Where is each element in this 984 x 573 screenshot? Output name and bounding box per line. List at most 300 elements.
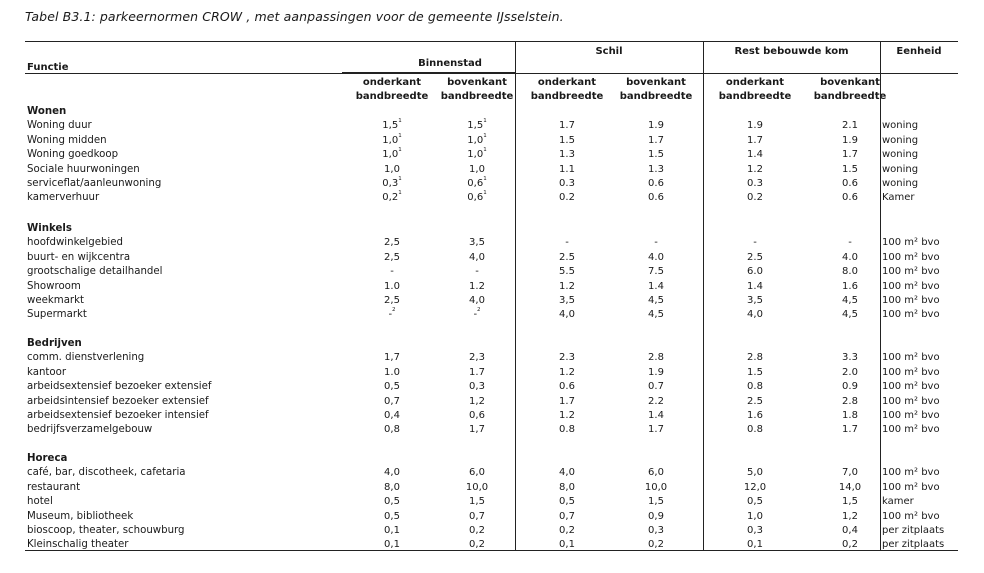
value-cell: [362, 265, 422, 278]
value-cell: [447, 395, 507, 408]
value-text: 12,0: [743, 481, 767, 493]
value-text: 0.9: [842, 381, 858, 393]
value-cell: [447, 163, 507, 176]
value-text: 0.2: [559, 192, 575, 204]
value-text: 1,0: [382, 134, 399, 146]
value-text: 0,1: [384, 539, 400, 551]
value-cell: [820, 495, 880, 508]
value-text: 1,5: [382, 120, 399, 132]
value-cell: [725, 119, 785, 132]
row-label: serviceflat/aanleunwoning: [27, 178, 162, 189]
value-text: 1,7: [469, 424, 485, 436]
subheader-line-2: bandbreedte: [718, 91, 792, 102]
value-text: 0,7: [469, 510, 485, 522]
unit-cell: woning: [882, 178, 919, 189]
value-text: 0,9: [648, 510, 664, 522]
value-cell: [537, 538, 597, 551]
row-label: arbeidsextensief bezoeker intensief: [27, 410, 209, 421]
value-cell: [820, 366, 880, 379]
value-cell: [537, 524, 597, 537]
value-text: 1.7: [469, 366, 485, 378]
unit-cell: kamer: [882, 496, 914, 508]
value-text: 2.0: [842, 366, 858, 378]
value-cell: [820, 538, 880, 551]
value-cell: [626, 524, 686, 537]
value-text: 3,5: [747, 295, 763, 306]
value-cell: [362, 251, 422, 264]
value-cell: [725, 466, 785, 479]
value-text: 1.0: [384, 280, 400, 292]
value-text: 0.6: [648, 178, 664, 189]
value-text: -: [388, 309, 393, 321]
value-text: 4,0: [469, 295, 485, 306]
value-cell: [362, 481, 422, 494]
value-text: 0,2: [559, 525, 575, 536]
value-text: 1.2: [559, 280, 575, 292]
value-text: 1.9: [747, 120, 763, 132]
value-cell: [626, 134, 686, 147]
row-label: kamerverhuur: [27, 192, 100, 204]
value-text: 1,0: [384, 163, 400, 175]
table-caption: Tabel B3.1: parkeernormen CROW , met aanpassingen voor de gemeente IJsselstein.: [25, 9, 564, 24]
value-cell: [447, 380, 507, 393]
value-text: 2,3: [469, 352, 485, 364]
subheader-onderkant: [522, 76, 612, 104]
value-text: 0,2: [842, 539, 858, 551]
value-cell: [820, 251, 880, 264]
subheader-line-1: bovenkant: [820, 77, 880, 88]
value-text: 0,4: [842, 525, 858, 536]
value-text: 1.9: [648, 120, 664, 132]
value-text: 2.2: [648, 395, 664, 407]
value-text: 0,8: [384, 424, 400, 436]
value-cell: [537, 294, 597, 307]
value-cell: [820, 380, 880, 393]
value-text: 1.7: [747, 134, 763, 146]
subheader-bovenkant: [805, 76, 895, 104]
value-cell: [537, 280, 597, 293]
value-text: 2,5: [384, 251, 400, 263]
value-text: 1.5: [648, 149, 664, 161]
value-text: 3,5: [469, 237, 485, 249]
value-text: 1.7: [648, 134, 664, 146]
value-cell: [362, 524, 422, 537]
value-text: 6,0: [469, 467, 485, 479]
value-cell: [362, 177, 422, 190]
value-text: 1,0: [747, 510, 763, 522]
value-cell: [447, 409, 507, 422]
value-text: 0.3: [559, 178, 575, 189]
unit-cell: 100 m² bvo: [882, 266, 940, 278]
value-cell: [362, 380, 422, 393]
value-text: -: [473, 309, 478, 321]
value-cell: [447, 119, 507, 132]
value-cell: [537, 236, 597, 249]
value-text: 1.9: [842, 134, 858, 146]
row-label: café, bar, discotheek, cafetaria: [27, 467, 186, 479]
value-text: 1.6: [747, 410, 763, 421]
value-text: 4,0: [384, 467, 400, 479]
value-cell: [626, 423, 686, 436]
value-text: 1,2: [469, 395, 485, 407]
value-text: 4,5: [842, 309, 858, 321]
header-bottom-rule: [25, 73, 958, 74]
value-cell: [537, 308, 597, 321]
value-text: 1,5: [469, 496, 485, 508]
value-text: 3.3: [842, 352, 858, 364]
value-cell: [447, 366, 507, 379]
footnote-marker: 1: [398, 118, 402, 125]
row-label: Woning midden: [27, 134, 107, 146]
value-cell: [447, 510, 507, 523]
col-divider-eenheid: [880, 41, 881, 551]
value-text: 0.6: [842, 192, 858, 204]
row-label: comm. dienstverlening: [27, 352, 145, 364]
value-cell: [725, 177, 785, 190]
value-text: 0,4: [384, 410, 400, 421]
value-cell: [537, 423, 597, 436]
value-cell: [626, 495, 686, 508]
value-cell: [626, 481, 686, 494]
unit-cell: woning: [882, 149, 919, 161]
value-text: 1.0: [384, 366, 400, 378]
value-text: -: [848, 237, 852, 249]
row-label: restaurant: [27, 481, 81, 493]
value-cell: [725, 380, 785, 393]
value-text: 2.8: [648, 352, 664, 364]
value-cell: [537, 119, 597, 132]
value-text: 5.5: [559, 266, 575, 278]
value-cell: [820, 481, 880, 494]
row-label: Showroom: [27, 280, 81, 292]
value-text: 0,7: [384, 395, 400, 407]
value-text: 2.5: [747, 251, 763, 263]
value-cell: [725, 280, 785, 293]
value-cell: [537, 495, 597, 508]
value-cell: [820, 308, 880, 321]
value-text: 1,5: [648, 496, 664, 508]
value-cell: [447, 265, 507, 278]
value-text: 1,0: [382, 149, 399, 161]
value-cell: [820, 119, 880, 132]
value-cell: [362, 163, 422, 176]
value-cell: [820, 177, 880, 190]
unit-cell: Kamer: [882, 192, 915, 204]
value-text: 2.3: [559, 352, 575, 364]
value-cell: [537, 148, 597, 161]
value-cell: [626, 380, 686, 393]
subheader-onderkant: [347, 76, 437, 104]
value-cell: [447, 351, 507, 364]
value-text: 2.8: [842, 395, 858, 407]
value-text: 5,0: [747, 467, 763, 479]
value-cell: [537, 251, 597, 264]
value-text: 1.7: [648, 424, 664, 436]
unit-cell: per zitplaats: [882, 539, 945, 551]
value-text: 2.5: [559, 251, 575, 263]
unit-cell: 100 m² bvo: [882, 381, 940, 393]
value-text: 4.0: [842, 251, 858, 263]
value-cell: [725, 308, 785, 321]
col-divider-schil: [515, 41, 516, 551]
section-title: Horeca: [27, 453, 68, 464]
value-cell: [725, 265, 785, 278]
value-text: 6.0: [747, 266, 763, 278]
row-label: Museum, bibliotheek: [27, 510, 134, 522]
value-text: 1.7: [842, 149, 858, 161]
value-cell: [626, 148, 686, 161]
value-text: 2,5: [384, 237, 400, 249]
unit-cell: 100 m² bvo: [882, 410, 940, 421]
row-label: hoofdwinkelgebied: [27, 237, 123, 249]
value-cell: [820, 510, 880, 523]
value-cell: [447, 191, 507, 204]
subheader-line-1: onderkant: [725, 77, 785, 88]
value-text: 2,5: [384, 295, 400, 306]
value-cell: [626, 236, 686, 249]
value-cell: [725, 423, 785, 436]
value-text: 14,0: [838, 481, 862, 493]
value-text: 4,0: [559, 309, 575, 321]
value-text: 0,7: [559, 510, 575, 522]
value-cell: [362, 134, 422, 147]
value-text: 0,1: [747, 539, 763, 551]
subheader-line-2: bandbreedte: [530, 91, 604, 102]
unit-cell: 100 m² bvo: [882, 352, 940, 364]
footnote-marker: 2: [477, 307, 481, 314]
value-text: 8.0: [842, 266, 858, 278]
value-cell: [725, 163, 785, 176]
row-label: weekmarkt: [27, 295, 85, 306]
value-cell: [447, 423, 507, 436]
value-text: 3,5: [559, 295, 575, 306]
value-text: 0.8: [559, 424, 575, 436]
subheader-onderkant: [710, 76, 800, 104]
header-top-rule: [25, 41, 958, 42]
value-text: 1.2: [559, 366, 575, 378]
value-text: 1.7: [559, 395, 575, 407]
header-schil: Schil: [595, 46, 623, 57]
value-text: 7,0: [842, 467, 858, 479]
value-text: 0,2: [469, 539, 485, 551]
value-text: 1.5: [842, 163, 858, 175]
value-cell: [362, 308, 422, 321]
value-text: 1.9: [648, 366, 664, 378]
value-cell: [820, 423, 880, 436]
value-cell: [447, 251, 507, 264]
value-cell: [362, 280, 422, 293]
value-text: 1.8: [842, 410, 858, 421]
value-cell: [537, 466, 597, 479]
subheader-line-2: bandbreedte: [619, 91, 693, 102]
value-cell: [725, 294, 785, 307]
value-text: 0.7: [648, 381, 664, 393]
value-text: 7.5: [648, 266, 664, 278]
value-cell: [725, 191, 785, 204]
value-text: 0.6: [842, 178, 858, 189]
value-text: 1,5: [467, 120, 484, 132]
value-text: 0,3: [747, 525, 763, 536]
value-cell: [362, 538, 422, 551]
value-cell: [447, 481, 507, 494]
unit-cell: woning: [882, 120, 919, 132]
value-cell: [820, 395, 880, 408]
value-cell: [626, 294, 686, 307]
value-cell: [626, 251, 686, 264]
unit-cell: 100 m² bvo: [882, 510, 940, 522]
unit-cell: per zitplaats: [882, 525, 945, 536]
row-label: arbeidsintensief bezoeker extensief: [27, 395, 209, 407]
value-cell: [447, 524, 507, 537]
value-cell: [362, 366, 422, 379]
parking-norms-table: [25, 41, 958, 551]
value-cell: [626, 280, 686, 293]
value-text: 10,0: [465, 481, 489, 493]
value-cell: [362, 466, 422, 479]
value-cell: [447, 148, 507, 161]
value-cell: [820, 524, 880, 537]
unit-cell: 100 m² bvo: [882, 395, 940, 407]
value-text: 1,0: [467, 134, 484, 146]
value-cell: [626, 538, 686, 551]
footnote-marker: 1: [398, 132, 402, 139]
value-text: 1.4: [747, 149, 763, 161]
value-cell: [725, 495, 785, 508]
value-text: 0,2: [648, 539, 664, 551]
value-text: 1.4: [747, 280, 763, 292]
header-binnenstad: Binnenstad: [418, 58, 482, 69]
footnote-marker: 1: [483, 132, 487, 139]
footnote-marker: 1: [483, 147, 487, 154]
value-text: 0,6: [467, 178, 484, 189]
value-text: -: [654, 237, 658, 249]
value-cell: [820, 466, 880, 479]
value-cell: [725, 409, 785, 422]
value-text: 1,0: [467, 149, 484, 161]
value-text: 10,0: [644, 481, 668, 493]
value-cell: [362, 148, 422, 161]
footnote-marker: 1: [398, 190, 402, 197]
value-cell: [820, 409, 880, 422]
subheader-line-2: bandbreedte: [440, 91, 514, 102]
value-text: 8,0: [384, 481, 400, 493]
value-cell: [820, 134, 880, 147]
value-text: 0,5: [384, 510, 400, 522]
value-text: 0,5: [559, 496, 575, 508]
subheader-line-1: onderkant: [537, 77, 597, 88]
value-text: 0,6: [467, 192, 484, 204]
value-cell: [725, 510, 785, 523]
value-cell: [725, 148, 785, 161]
value-cell: [537, 380, 597, 393]
value-cell: [537, 481, 597, 494]
value-cell: [820, 280, 880, 293]
value-cell: [725, 134, 785, 147]
value-text: 4.0: [648, 251, 664, 263]
row-label: kantoor: [27, 366, 67, 378]
value-text: 1.4: [648, 410, 664, 421]
value-cell: [362, 294, 422, 307]
subheader-bovenkant: [432, 76, 522, 104]
value-cell: [362, 495, 422, 508]
value-cell: [362, 510, 422, 523]
footnote-marker: 1: [483, 176, 487, 182]
section-title: Winkels: [27, 223, 72, 234]
value-text: 1.4: [648, 280, 664, 292]
value-text: 0,1: [559, 539, 575, 551]
row-label: hotel: [27, 496, 53, 508]
value-text: 1.5: [559, 134, 575, 146]
value-text: 0.8: [747, 424, 763, 436]
value-cell: [447, 280, 507, 293]
unit-cell: 100 m² bvo: [882, 366, 940, 378]
value-text: 1,5: [842, 496, 858, 508]
value-text: 1.2: [469, 280, 485, 292]
value-text: 0.8: [747, 381, 763, 393]
value-cell: [820, 236, 880, 249]
value-cell: [626, 191, 686, 204]
value-text: -: [565, 237, 569, 249]
row-label: Kleinschalig theater: [27, 539, 129, 551]
value-text: 0,3: [469, 381, 485, 393]
value-cell: [725, 395, 785, 408]
value-cell: [626, 177, 686, 190]
value-cell: [537, 163, 597, 176]
value-cell: [725, 351, 785, 364]
value-text: 4,0: [747, 309, 763, 321]
value-cell: [725, 251, 785, 264]
value-text: 4,0: [469, 251, 485, 263]
value-cell: [537, 510, 597, 523]
unit-cell: 100 m² bvo: [882, 424, 940, 436]
value-cell: [537, 265, 597, 278]
value-cell: [626, 351, 686, 364]
footnote-marker: 1: [483, 118, 487, 125]
value-text: 0.2: [747, 192, 763, 204]
row-label: bedrijfsverzamelgebouw: [27, 424, 153, 436]
value-cell: [626, 409, 686, 422]
value-text: 6,0: [648, 467, 664, 479]
value-text: 2.8: [747, 352, 763, 364]
row-label: Woning duur: [27, 120, 92, 132]
value-text: 0,2: [469, 525, 485, 536]
section-title: Bedrijven: [27, 338, 82, 349]
value-text: 1.7: [842, 424, 858, 436]
header-functie: Functie: [27, 62, 69, 73]
value-text: -: [475, 266, 479, 278]
value-text: 1.5: [747, 366, 763, 378]
subheader-bovenkant: [611, 76, 701, 104]
value-text: 1.6: [842, 280, 858, 292]
value-cell: [725, 524, 785, 537]
value-cell: [447, 294, 507, 307]
value-cell: [537, 395, 597, 408]
value-text: 0,2: [382, 192, 399, 204]
value-text: 4,5: [842, 295, 858, 306]
unit-cell: 100 m² bvo: [882, 295, 940, 306]
value-text: 2.5: [747, 395, 763, 407]
value-text: 0,6: [469, 410, 485, 421]
value-cell: [362, 236, 422, 249]
value-cell: [820, 163, 880, 176]
value-text: 0,5: [384, 496, 400, 508]
row-label: arbeidsextensief bezoeker extensief: [27, 381, 212, 393]
footnote-marker: 1: [483, 190, 487, 197]
value-cell: [447, 495, 507, 508]
value-text: 0.3: [747, 178, 763, 189]
value-cell: [362, 423, 422, 436]
value-text: 0,3: [382, 178, 399, 189]
